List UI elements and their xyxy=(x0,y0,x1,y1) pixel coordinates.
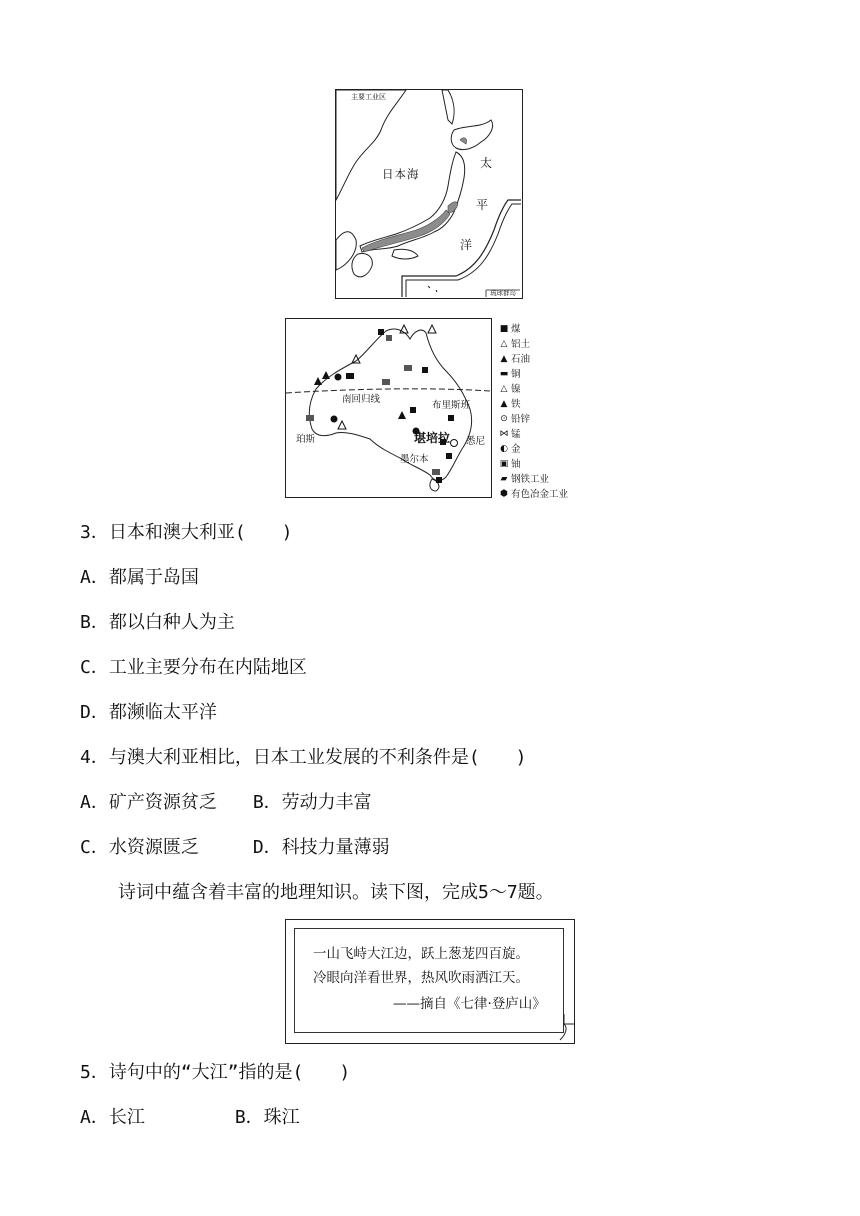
sea-of-japan-label: 日本海 xyxy=(382,167,420,181)
steel-industry-icon: ▰ xyxy=(500,474,508,484)
filled-square-icon: ■ xyxy=(499,324,509,334)
question-3-number: 3． xyxy=(80,522,109,543)
triangle-dot-icon: △ xyxy=(500,384,508,394)
filled-triangle-icon: ▲ xyxy=(500,399,508,409)
city-canberra: 堪培拉 xyxy=(414,431,451,445)
australia-legend xyxy=(497,322,568,502)
legend-item xyxy=(497,337,568,352)
legend-label: 镍 xyxy=(511,384,521,395)
oil-derrick-icon: ▲ xyxy=(500,354,508,364)
legend-label: 锰 xyxy=(511,429,521,440)
australia-map-frame xyxy=(285,318,492,498)
legend-item xyxy=(497,487,568,502)
legend-label: 铅锌 xyxy=(511,414,531,425)
page-curl-icon xyxy=(546,1014,574,1043)
poem-inner-frame xyxy=(294,928,564,1033)
circled-square-icon: ▣ xyxy=(499,459,509,469)
question-3-option-a: A．都属于岛国 xyxy=(80,567,199,588)
poem-source: ——摘自《七律·登庐山》 xyxy=(393,996,546,1012)
question-3-option-b: B．都以白种人为主 xyxy=(80,612,235,633)
legend-label: 铁 xyxy=(511,399,521,410)
city-sydney: 悉尼 xyxy=(466,436,486,447)
legend-item xyxy=(497,382,568,397)
poem-line-2: 冷眼向洋看世界，热风吹雨洒江天。 xyxy=(313,970,529,986)
poem-line-1: 一山飞峙大江边，跃上葱茏四百旋。 xyxy=(313,946,529,962)
legend-item xyxy=(497,442,568,457)
legend-label: 有色冶金工业 xyxy=(511,489,569,500)
japan-map-drawing xyxy=(336,90,521,297)
dash-icon: ▬ xyxy=(499,369,509,379)
question-3-text: 日本和澳大利亚( ) xyxy=(108,522,293,543)
legend-item xyxy=(497,427,568,442)
pacific-label-3: 洋 xyxy=(460,238,473,252)
legend-item xyxy=(497,397,568,412)
japan-legend-label: 主要工业区 xyxy=(351,93,386,101)
nonferrous-industry-icon: ⬢ xyxy=(500,489,508,499)
legend-label: 铀 xyxy=(511,459,521,470)
pacific-label-1: 太 xyxy=(480,156,493,170)
half-circle-icon: ◐ xyxy=(500,444,508,454)
legend-label: 钢铁工业 xyxy=(511,474,550,485)
australia-map xyxy=(285,318,573,498)
pacific-label-2: 平 xyxy=(476,198,489,212)
question-4-text: 与澳大利亚相比，日本工业发展的不利条件是( ) xyxy=(108,747,527,768)
question-4-number: 4． xyxy=(80,747,109,768)
legend-item xyxy=(497,322,568,337)
poem-box xyxy=(285,919,575,1044)
city-brisbane: 布里斯班 xyxy=(432,400,471,411)
city-perth: 珀斯 xyxy=(296,434,316,445)
question-4-stem xyxy=(80,746,527,770)
bowtie-icon: ⋈ xyxy=(499,429,509,439)
question-4-options-row-1: A．矿产资源贫乏 B．劳动力丰富 xyxy=(80,792,372,813)
legend-label: 石油 xyxy=(511,354,531,365)
question-4-options-row-2: C．水资源匮乏 D．科技力量薄弱 xyxy=(80,837,390,858)
legend-label: 铝土 xyxy=(511,339,531,350)
legend-item xyxy=(497,367,568,382)
question-3-stem xyxy=(80,521,293,545)
legend-label: 煤 xyxy=(511,324,521,335)
legend-item xyxy=(497,457,568,472)
question-5-options-row: A．长江 B．珠江 xyxy=(80,1107,300,1128)
question-5-stem: 5．诗句中的“大江”指的是( ) xyxy=(80,1062,351,1083)
legend-item xyxy=(497,352,568,367)
ryukyu-label: 琉球群岛 xyxy=(490,289,516,297)
question-3-option-c: C．工业主要分布在内陆地区 xyxy=(80,657,307,678)
circle-dot-icon: ⊙ xyxy=(500,414,508,424)
legend-label: 金 xyxy=(511,444,521,455)
question-3-option-d: D．都濒临太平洋 xyxy=(80,702,217,723)
city-melbourne: 墨尔本 xyxy=(400,454,429,465)
japan-map xyxy=(335,89,523,299)
legend-item xyxy=(497,412,568,427)
intro-text: 诗词中蕴含着丰富的地理知识。读下图，完成5～7题。 xyxy=(118,882,554,903)
hollow-triangle-icon: △ xyxy=(500,339,508,349)
legend-label: 铜 xyxy=(511,369,521,380)
tropic-label: 南回归线 xyxy=(342,394,381,405)
legend-item xyxy=(497,472,568,487)
